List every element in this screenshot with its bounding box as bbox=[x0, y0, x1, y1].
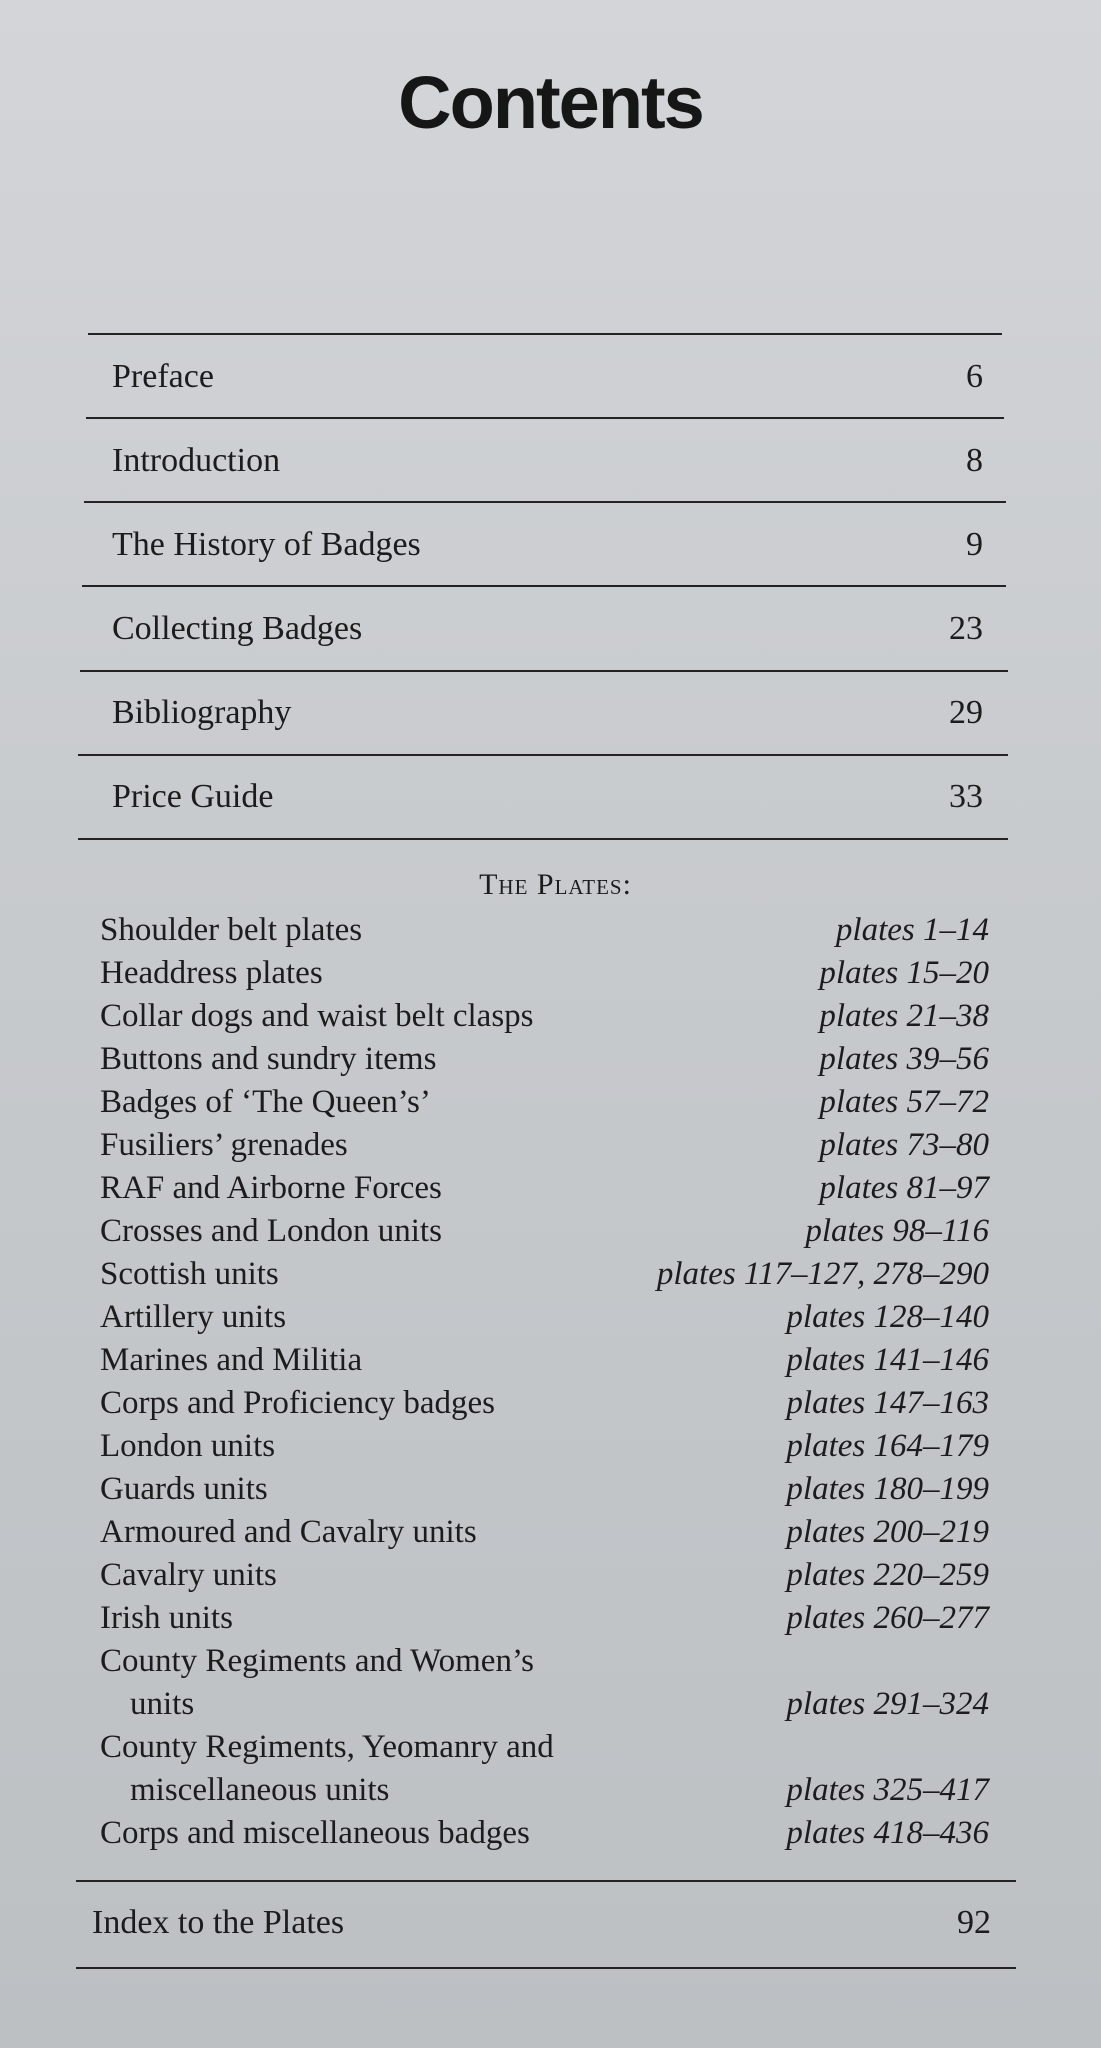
plate-entry-label: Corps and miscellaneous badges bbox=[100, 1815, 530, 1851]
toc-entry-label: Index to the Plates bbox=[92, 1904, 345, 1941]
divider bbox=[76, 1880, 1016, 1882]
plate-entry-label: Headdress plates bbox=[100, 955, 323, 991]
toc-entry-label: Bibliography bbox=[112, 694, 292, 731]
plate-entry bbox=[0, 1469, 1101, 1509]
plate-entry-ref: plates 57–72 bbox=[819, 1084, 989, 1120]
plate-entry-label: Corps and Proficiency badges bbox=[100, 1385, 495, 1421]
plate-entry-label-continued: units bbox=[130, 1686, 195, 1722]
divider bbox=[80, 670, 1008, 672]
plate-entry-label: London units bbox=[100, 1428, 276, 1464]
plate-entry-ref: plates 418–436 bbox=[786, 1815, 989, 1851]
plate-entry-label: Scottish units bbox=[100, 1256, 279, 1292]
toc-entry bbox=[0, 609, 1101, 649]
plate-entry bbox=[0, 1340, 1101, 1380]
plate-entry-ref: plates 1–14 bbox=[835, 912, 989, 948]
toc-entry-page: 9 bbox=[966, 526, 983, 563]
page-title: Contents bbox=[398, 61, 703, 144]
plate-entry-ref: plates 180–199 bbox=[786, 1471, 989, 1507]
plate-entry-label: Fusiliers’ grenades bbox=[100, 1127, 348, 1163]
toc-entry-page: 92 bbox=[957, 1904, 991, 1941]
plate-entry-ref: plates 21–38 bbox=[819, 998, 989, 1034]
plate-entry bbox=[0, 953, 1101, 993]
toc-entry-page: 6 bbox=[966, 358, 983, 395]
plate-entry bbox=[0, 1039, 1101, 1079]
plate-entry-ref: plates 220–259 bbox=[786, 1557, 989, 1593]
plate-entry-label: Irish units bbox=[100, 1600, 233, 1636]
plate-entry bbox=[0, 1813, 1101, 1853]
plate-entry bbox=[0, 1082, 1101, 1122]
toc-entry bbox=[0, 777, 1101, 817]
toc-entry-page: 33 bbox=[949, 778, 983, 815]
divider bbox=[84, 501, 1006, 503]
plate-entry-label: Collar dogs and waist belt clasps bbox=[100, 998, 534, 1034]
plate-entry-label: Artillery units bbox=[100, 1299, 287, 1335]
plate-entry-label-continued: miscellaneous units bbox=[130, 1772, 390, 1808]
plate-entry bbox=[0, 1211, 1101, 1251]
plate-entry-ref: plates 164–179 bbox=[786, 1428, 989, 1464]
divider bbox=[88, 333, 1002, 335]
plate-entry-label: Buttons and sundry items bbox=[100, 1041, 437, 1077]
plate-entry-label: Armoured and Cavalry units bbox=[100, 1514, 477, 1550]
toc-entry bbox=[0, 441, 1101, 481]
plate-entry bbox=[0, 1383, 1101, 1423]
toc-entry-label: Preface bbox=[112, 358, 214, 395]
plate-entry-label: Shoulder belt plates bbox=[100, 912, 363, 948]
plate-entry-label: Cavalry units bbox=[100, 1557, 277, 1593]
plate-entry-ref: plates 325–417 bbox=[786, 1772, 989, 1808]
plate-entry-ref: plates 200–219 bbox=[786, 1514, 989, 1550]
plate-entry-ref: plates 117–127, 278–290 bbox=[656, 1256, 989, 1292]
divider bbox=[76, 1967, 1016, 1969]
plate-entry bbox=[0, 996, 1101, 1036]
plate-entry-ref: plates 147–163 bbox=[786, 1385, 989, 1421]
plate-entry-ref: plates 73–80 bbox=[819, 1127, 989, 1163]
plate-entry-label: Marines and Militia bbox=[100, 1342, 363, 1378]
toc-entry bbox=[0, 693, 1101, 733]
plate-entry bbox=[0, 1598, 1101, 1638]
toc-entry bbox=[0, 525, 1101, 565]
toc-entry-page: 29 bbox=[949, 694, 983, 731]
plate-entry bbox=[0, 1168, 1101, 1208]
plate-entry-label: Badges of ‘The Queen’s’ bbox=[100, 1084, 431, 1120]
toc-entry-page: 8 bbox=[966, 442, 983, 479]
plate-entry bbox=[0, 1254, 1101, 1294]
plate-entry bbox=[0, 1426, 1101, 1466]
plate-entry-ref: plates 15–20 bbox=[819, 955, 989, 991]
plate-entry-ref: plates 39–56 bbox=[819, 1041, 989, 1077]
plate-entry-label: County Regiments and Women’s bbox=[100, 1643, 534, 1679]
toc-entry bbox=[0, 1903, 1101, 1943]
plate-entry bbox=[0, 1555, 1101, 1595]
toc-entry-label: Collecting Badges bbox=[112, 610, 363, 647]
toc-entry-label: The History of Badges bbox=[112, 526, 421, 563]
plates-heading: The Plates: bbox=[479, 868, 632, 901]
plate-entry-ref: plates 141–146 bbox=[786, 1342, 989, 1378]
plate-entry-ref: plates 98–116 bbox=[805, 1213, 989, 1249]
toc-entry-label: Introduction bbox=[112, 442, 281, 479]
plate-entry-label: County Regiments, Yeomanry and bbox=[100, 1729, 554, 1765]
divider bbox=[86, 417, 1004, 419]
plate-entry-ref: plates 81–97 bbox=[819, 1170, 989, 1206]
plate-entry-label: Crosses and London units bbox=[100, 1213, 442, 1249]
plate-entry-label: Guards units bbox=[100, 1471, 268, 1507]
plate-entry bbox=[0, 1727, 1101, 1767]
toc-entry-label: Price Guide bbox=[112, 778, 274, 815]
plate-entry-label: RAF and Airborne Forces bbox=[100, 1170, 442, 1206]
plate-entry bbox=[0, 1297, 1101, 1337]
plate-entry-ref: plates 128–140 bbox=[786, 1299, 989, 1335]
plate-entry bbox=[0, 1641, 1101, 1681]
plate-entry bbox=[0, 910, 1101, 950]
toc-entry-page: 23 bbox=[949, 610, 983, 647]
divider bbox=[78, 838, 1008, 840]
plate-entry-ref: plates 291–324 bbox=[786, 1686, 989, 1722]
divider bbox=[82, 585, 1006, 587]
plate-entry-ref: plates 260–277 bbox=[786, 1600, 989, 1636]
plate-entry-continued bbox=[0, 1684, 1101, 1724]
plate-entry bbox=[0, 1512, 1101, 1552]
plate-entry-continued bbox=[0, 1770, 1101, 1810]
divider bbox=[78, 754, 1008, 756]
plate-entry bbox=[0, 1125, 1101, 1165]
toc-entry bbox=[0, 357, 1101, 397]
